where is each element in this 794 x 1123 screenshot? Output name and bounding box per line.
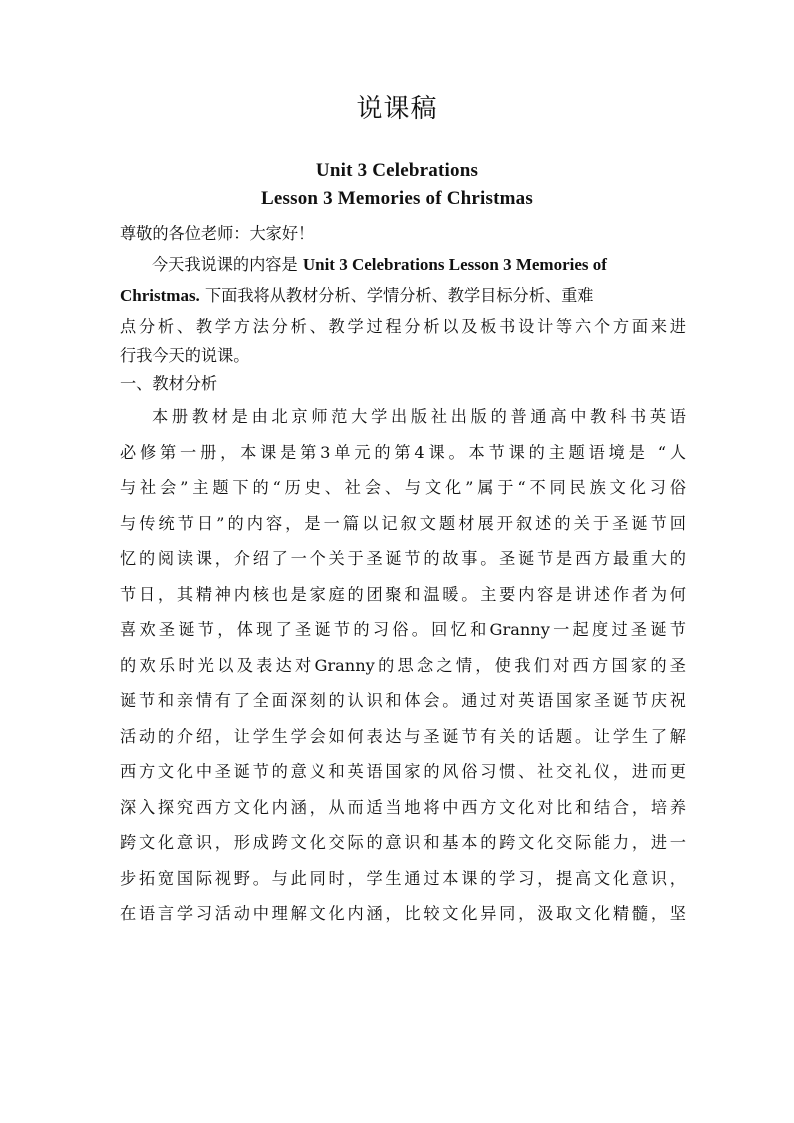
unit-title: Unit 3 Celebrations bbox=[315, 160, 479, 181]
document-title: 说课稿 bbox=[356, 94, 438, 124]
body-line: 深入探究西方文化内涵，从而适当地将中西方文化对比和结合，培养 bbox=[120, 797, 686, 817]
body-line: 西方文化中圣诞节的意义和英语国家的风俗习惯、社交礼仪，进而更 bbox=[120, 762, 686, 781]
intro-christmas-bold: Christmas. bbox=[120, 286, 200, 305]
intro-line-2-rest: 下面我将从教材分析、学情分析、教学目标分析、重难 bbox=[204, 286, 594, 305]
body-line: 的欢乐时光以及表达对Granny的思念之情，使我们对西方国家的圣 bbox=[120, 655, 686, 675]
body-line: 活动的介绍，让学生学会如何表达与圣诞节有关的话题。让学生了解 bbox=[120, 726, 686, 746]
intro-line-1 bbox=[152, 251, 607, 275]
body-line: 必修第一册，本课是第3单元的第4课。本节课的主题语境是 “人 bbox=[120, 442, 686, 462]
body-line: 忆的阅读课，介绍了一个关于圣诞节的故事。圣诞节是西方最重大的 bbox=[120, 549, 686, 568]
intro-line-4: 行我今天的说课。 bbox=[120, 346, 250, 365]
intro-prefix: 今天我说课的内容是 bbox=[152, 255, 298, 274]
body-line: 跨文化意识，形成跨文化交际的意识和基本的跨文化交际能力，进一 bbox=[120, 833, 686, 852]
body-line: 与社会”主题下的“历史、社会、与文化”属于“不同民族文化习俗 bbox=[120, 478, 686, 497]
body-line: 喜欢圣诞节，体现了圣诞节的习俗。回忆和Granny一起度过圣诞节 bbox=[120, 620, 686, 639]
section-heading: 一、教材分析 bbox=[120, 374, 218, 393]
intro-line-2 bbox=[120, 282, 593, 306]
body-line: 在语言学习活动中理解文化内涵，比较文化异同，汲取文化精髓，坚 bbox=[120, 904, 686, 923]
body-line: 与传统节日”的内容，是一篇以记叙文题材展开叙述的关于圣诞节回 bbox=[120, 513, 686, 533]
intro-lesson-bold: Unit 3 Celebrations Lesson 3 Memories of bbox=[302, 255, 607, 274]
intro-line-3: 点分析、教学方法分析、教学过程分析以及板书设计等六个方面来进 bbox=[120, 317, 686, 336]
body-line: 步拓宽国际视野。与此同时，学生通过本课的学习，提高文化意识， bbox=[120, 868, 686, 888]
body-line: 本册教材是由北京师范大学出版社出版的普通高中教科书英语 bbox=[152, 407, 686, 426]
lesson-title: Lesson 3 Memories of Christmas bbox=[261, 188, 533, 209]
body-line: 诞节和亲情有了全面深刻的认识和体会。通过对英语国家圣诞节庆祝 bbox=[120, 691, 686, 710]
greeting: 尊敬的各位老师：大家好！ bbox=[120, 224, 315, 243]
body-line: 节日，其精神内核也是家庭的团聚和温暖。主要内容是讲述作者为何 bbox=[120, 584, 686, 604]
